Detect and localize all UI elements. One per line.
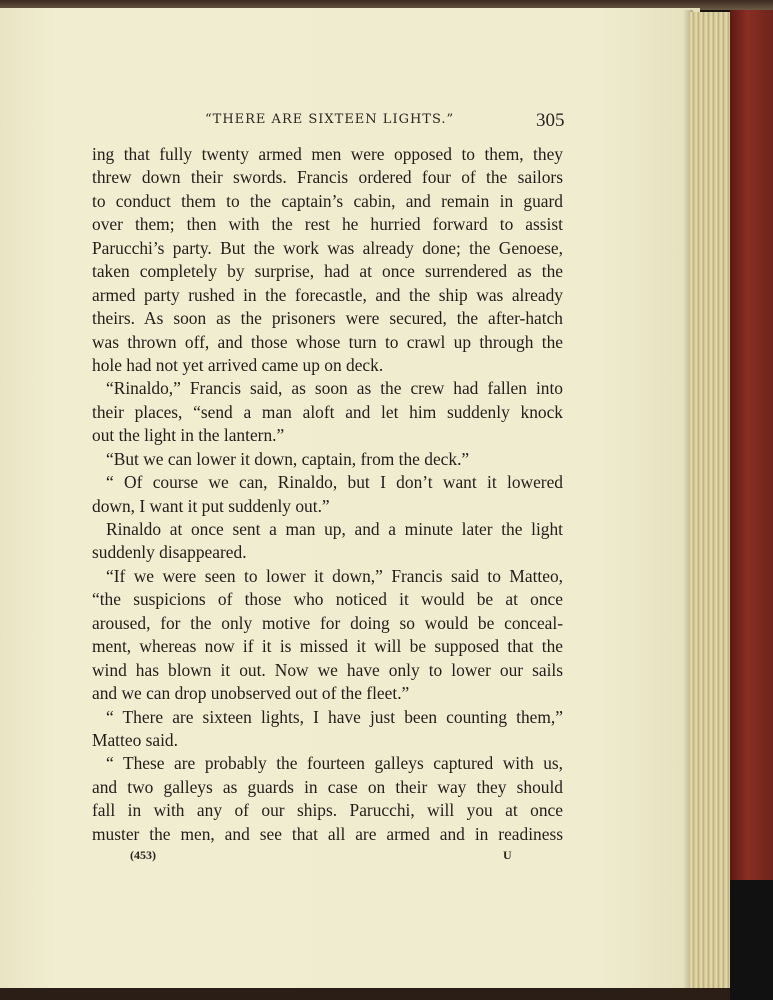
text-line: suddenly disappeared. xyxy=(92,542,247,563)
text-line: fall in with any of our ships. Parucchi, will you at once xyxy=(92,800,563,821)
text-line: “If we were seen to lower it down,” Francis said to Matteo, xyxy=(106,565,563,586)
running-head: “THERE ARE SIXTEEN LIGHTS.” xyxy=(205,112,455,127)
text-line: over them; then with the rest he hurried forward to assist xyxy=(92,214,563,235)
text-line: “Rinaldo,” Francis said, as soon as the crew had fallen into xyxy=(106,378,563,399)
text-line: Parucchi’s party. But the work was already done; the Genoese, xyxy=(92,237,563,258)
text-line: their places, “send a man aloft and let him suddenly knock xyxy=(92,401,563,422)
text-line: to conduct them to the captain’s cabin, and remain in guard xyxy=(92,190,563,211)
book-cover xyxy=(730,10,773,880)
text-line: Matteo said. xyxy=(92,729,178,750)
text-line: “ These are probably the fourteen galleys captured with us, xyxy=(106,753,563,774)
text-line: armed party rushed in the forecastle, and the ship was already xyxy=(92,284,563,305)
text-line: “ There are sixteen lights, I have just been counting them,” xyxy=(106,706,563,727)
text-line: out the light in the lantern.” xyxy=(92,425,285,446)
text-line: taken completely by surprise, had at once surrendered as the xyxy=(92,261,563,282)
print-number: (453) xyxy=(130,848,156,862)
background xyxy=(730,880,773,1000)
text-line: ment, whereas now if it is missed it will be supposed that the xyxy=(92,636,563,657)
text-line: down, I want it put suddenly out.” xyxy=(92,495,330,516)
text-line: muster the men, and see that all are armed and in readiness xyxy=(92,823,563,844)
text-line: aroused, for the only motive for doing so would be conceal- xyxy=(92,612,563,633)
text-line: Rinaldo at once sent a man up, and a minute later the light xyxy=(106,519,563,539)
text-line: “But we can lower it down, captain, from the deck.” xyxy=(106,448,470,469)
text-line: “the suspicions of those who noticed it would be at once xyxy=(92,589,563,610)
page-number: 305 xyxy=(536,110,565,131)
page-edges xyxy=(690,12,730,990)
text-line: hole had not yet arrived came up on deck. xyxy=(92,354,384,375)
body-text xyxy=(92,143,563,846)
text-line: “ Of course we can, Rinaldo, but I don’t want it lowered xyxy=(106,472,563,493)
book-bottom-edge xyxy=(0,988,730,1000)
text-line: and we can drop unobserved out of the fleet.” xyxy=(92,683,410,704)
text-line: threw down their swords. Francis ordered four of the sailors xyxy=(92,167,563,188)
text-line: and two galleys as guards in case on their way they should xyxy=(92,776,563,797)
text-line: theirs. As soon as the prisoners were secured, the after-hatch xyxy=(92,308,563,329)
text-line: wind has blown it out. Now we have only to lower our sails xyxy=(92,659,563,680)
text-line: ing that fully twenty armed men were opposed to them, they xyxy=(92,144,563,164)
text-line: was thrown off, and those whose turn to crawl up through the xyxy=(92,331,563,352)
signature-mark: U xyxy=(503,848,512,862)
